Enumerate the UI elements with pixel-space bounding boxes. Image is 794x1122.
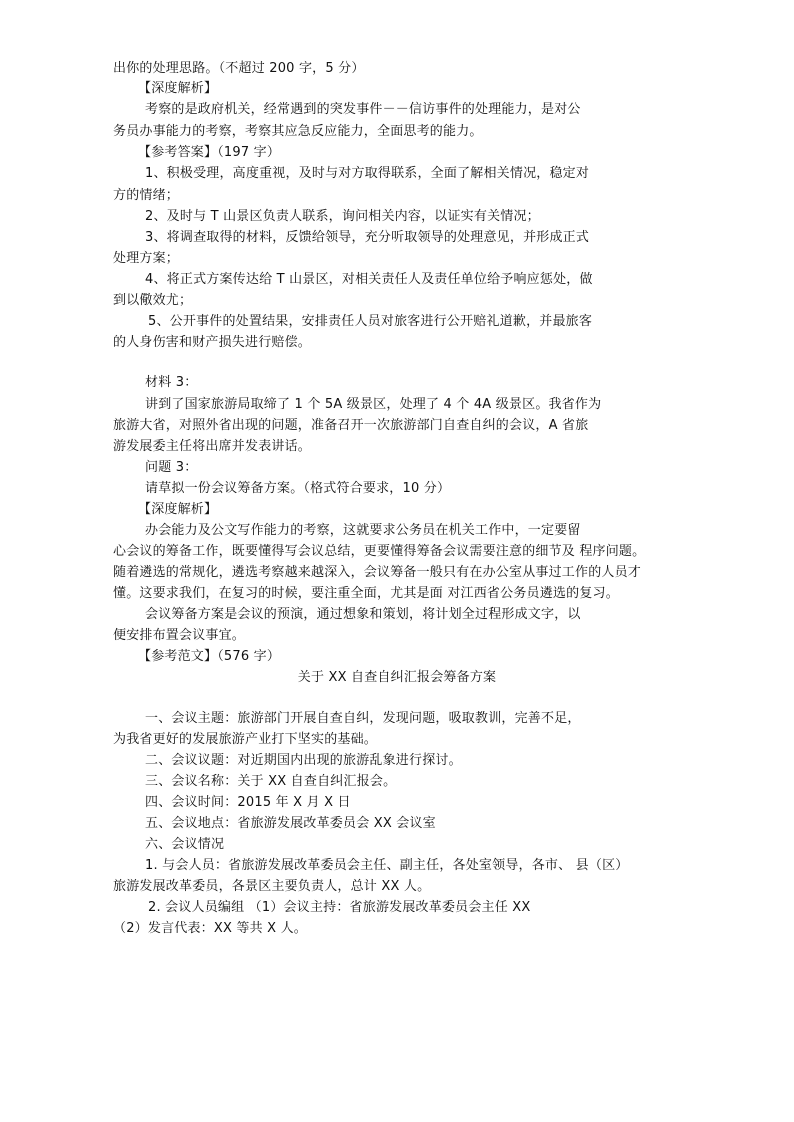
document-title: 关于 XX 自查自纠汇报会筹备方案 <box>297 670 497 685</box>
text-line: 处理方案； <box>113 251 180 266</box>
question-label: 问题 3： <box>145 460 198 475</box>
text-line: 考察的是政府机关，经常遇到的突发事件－－信访事件的处理能力，是对公 <box>145 102 581 117</box>
text-line: 一、会议主题：旅游部门开展自查自纠，发现问题，吸取教训，完善不足， <box>145 711 581 726</box>
text-line: 到以儆效尤； <box>113 293 193 308</box>
text-line: 务员办事能力的考察，考察其应急反应能力，全面思考的能力。 <box>113 124 483 139</box>
section-heading: 【深度解析】 <box>138 81 218 96</box>
text-line: 4、将正式方案传达给 T 山景区，对相关责任人及责任单位给予响应惩处，做 <box>145 272 593 287</box>
text-line: 3、将调查取得的材料，反馈给领导，充分听取领导的处理意见，并形成正式 <box>145 230 590 245</box>
text-line: 2、及时与 T 山景区负责人联系，询问相关内容，以证实有关情况； <box>145 209 540 224</box>
section-heading: 【参考答案】（197 字） <box>138 145 281 160</box>
section-heading: 【深度解析】 <box>138 502 218 517</box>
text-line: 办会能力及公文写作能力的考察，这就要求公务员在机关工作中，一定要留 <box>145 523 581 538</box>
text-line: 1、积极受理，高度重视，及时与对方取得联系，全面了解相关情况，稳定对 <box>145 166 590 181</box>
text-line: 六、会议情况 <box>145 837 225 852</box>
text-line: 五、会议地点：省旅游发展改革委员会 XX 会议室 <box>145 816 436 831</box>
text-line: 2. 会议人员编组 （1）会议主持：省旅游发展改革委员会主任 XX <box>148 900 531 915</box>
text-line: 5、公开事件的处置结果，安排责任人员对旅客进行公开赔礼道歉，并最旅客 <box>148 314 593 329</box>
text-line: 随着遴选的常规化，遴选考察越来越深入，会议筹备一般只有在办公室从事过工作的人员才 <box>113 565 642 580</box>
text-line: 心会议的筹备工作，既要懂得写会议总结，更要懂得筹备会议需要注意的细节及 程序问题。 <box>113 544 646 559</box>
text-line: 游发展委主任将出席并发表讲话。 <box>113 439 312 454</box>
text-line: 懂。这要求我们，在复习的时候，要注重全面，尤其是面 对江西省公务员遴选的复习。 <box>113 586 619 601</box>
text-line: 会议筹备方案是会议的预演，通过想象和策划，将计划全过程形成文字，以 <box>145 607 581 622</box>
text-line: 四、会议时间：2015 年 X 月 X 日 <box>145 795 351 810</box>
text-line: （2）发言代表：XX 等共 X 人。 <box>113 921 307 936</box>
section-heading: 【参考范文】（576 字） <box>138 649 281 664</box>
material-label: 材料 3： <box>145 375 198 390</box>
text-line: 旅游发展改革委员，各景区主要负责人，总计 XX 人。 <box>113 879 431 894</box>
text-line: 三、会议名称：关于 XX 自查自纠汇报会。 <box>145 774 397 789</box>
text-line: 二、会议议题：对近期国内出现的旅游乱象进行探讨。 <box>145 753 462 768</box>
text-line: 请草拟一份会议筹备方案。（格式符合要求，10 分） <box>145 481 451 496</box>
text-line: 旅游大省，对照外省出现的问题，准备召开一次旅游部门自查自纠的会议，A 省旅 <box>113 418 589 433</box>
text-line: 讲到了国家旅游局取缔了 1 个 5A 级景区，处理了 4 个 4A 级景区。我省作为 <box>145 397 602 412</box>
text-line: 1. 与会人员：省旅游发展改革委员会主任、副主任，各处室领导，各市、 县（区） <box>145 858 629 873</box>
text-line: 为我省更好的发展旅游产业打下坚实的基础。 <box>113 732 378 747</box>
text-line: 方的情绪； <box>113 188 180 203</box>
text-line: 便安排布置会议事宜。 <box>113 628 246 643</box>
text-line: 出你的处理思路。（不超过 200 字，5 分） <box>113 61 365 76</box>
text-line: 的人身伤害和财产损失进行赔偿。 <box>113 335 312 350</box>
